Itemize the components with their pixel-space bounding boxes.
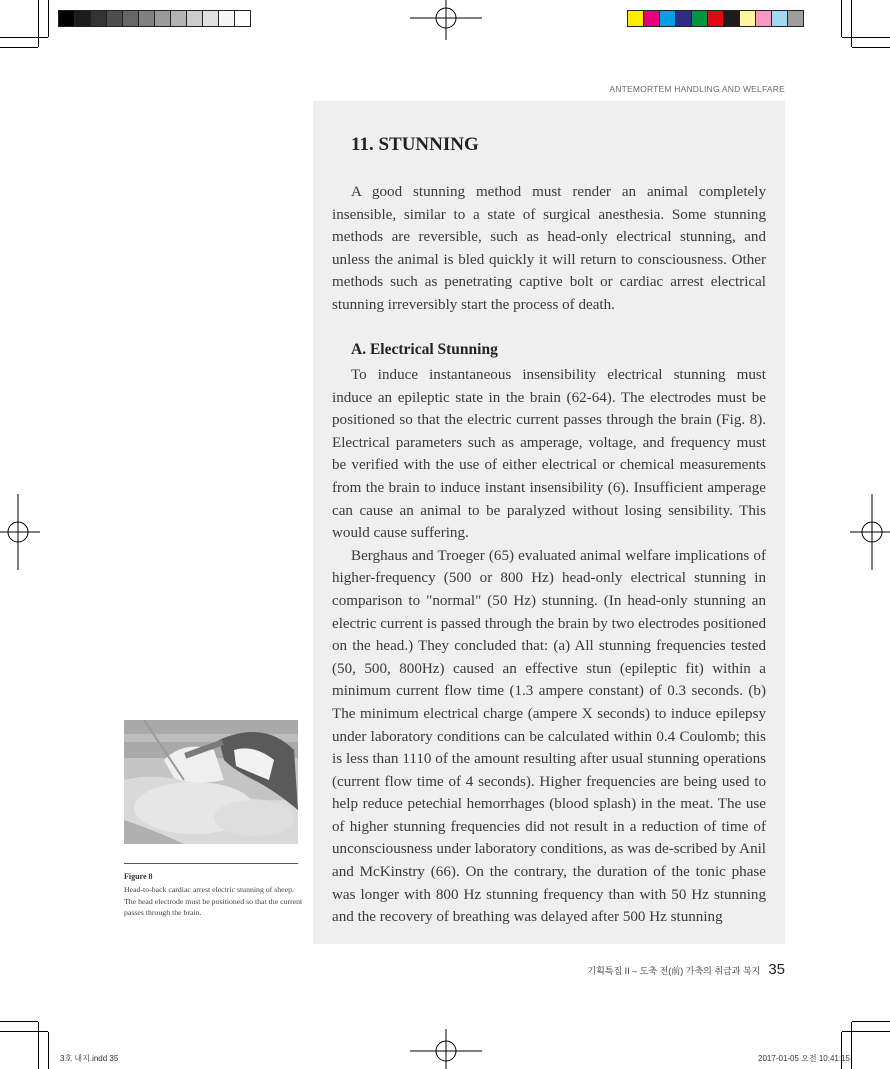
crop-mark-top-left-v: [38, 0, 39, 47]
figure-rule: [124, 863, 298, 864]
gray-swatch: [74, 10, 91, 27]
grayscale-bar: [58, 10, 250, 27]
slug-timestamp: 2017-01-05 오전 10:41:15: [758, 1054, 850, 1063]
gray-swatch: [58, 10, 75, 27]
figure-label: Figure 8: [124, 872, 153, 881]
crop-mark-top-left-h2: [0, 37, 48, 38]
crop-mark-bottom-left-v2: [48, 1032, 49, 1069]
electrical-stunning-text: [332, 364, 766, 929]
sheep-stunning-illustration: [124, 720, 298, 844]
slug-file: 3호 내지.indd 35: [60, 1054, 119, 1063]
color-swatch: [691, 10, 708, 27]
intro-text: A good stunning method must render an animal completely insensible, similar to a state of surgical anesthesia. Some stunning methods are reversible, such as head-only electrical stunning, and unless the animal is bled quickly it will return to consciousness. Other methods such as penetrating captive bolt or cardiac arrest electrical stunning irreversibly start the process of death.: [332, 184, 766, 313]
crop-mark-bottom-left-h: [0, 1021, 38, 1022]
color-swatch: [707, 10, 724, 27]
crop-mark-bottom-right-v: [851, 1022, 852, 1069]
color-swatch: [659, 10, 676, 27]
gray-swatch: [138, 10, 155, 27]
page-footer: [587, 961, 785, 978]
registration-mark-right: [850, 494, 890, 570]
color-swatch: [771, 10, 788, 27]
gray-swatch: [90, 10, 107, 27]
gray-swatch: [170, 10, 187, 27]
crop-mark-top-right-v2: [841, 0, 842, 37]
crop-mark-top-right-v: [851, 0, 852, 47]
crop-mark-top-left-h: [0, 47, 38, 48]
registration-mark-bottom: [410, 1029, 482, 1069]
intro-paragraph: [332, 181, 766, 317]
crop-mark-bottom-right-h: [852, 1021, 890, 1022]
paragraph-2: Berghaus and Troeger (65) evaluated animal welfare implications of higher-frequency (500 or 800 Hz) head-only electrical stunning in comparison to "normal" (50 Hz) stunning. (In head-only stunning an electric current is passed through the brain by two electrodes positioned on the head.) They concluded that: (a) All stunning frequencies tested (50, 500, 800Hz) caused an effective stun (epileptic fit) within a minimum current flow time (1.3 ampere constant) of 0.3 seconds. (b) The minimum electrical charge (ampere X seconds) to induce epilepsy under laboratory conditions can be calculated within 0.4 Coulomb; this is less than 1110 of the amount resulting after usual stunning operations (current flow time of 4 seconds). Higher frequencies are being used to help reduce petechial hemorrhages (blood splash) in the meat. The use of higher stunning frequencies did not result in a reduction of time of unconsciousness under laboratory conditions, as was de-scribed by Anil and McKinstry (66). On the contrary, the duration of the tonic phase was longer with 800 Hz stunning frequency than with 50 Hz stunning and the recovery of breathing was delayed after 500 Hz stunning: [332, 547, 766, 926]
crop-mark-bottom-right-h2: [842, 1031, 890, 1032]
gray-swatch: [106, 10, 123, 27]
crop-mark-top-left-v2: [48, 0, 49, 37]
gray-swatch: [186, 10, 203, 27]
color-swatch: [723, 10, 740, 27]
gray-swatch: [122, 10, 139, 27]
crop-mark-bottom-left-v: [38, 1022, 39, 1069]
color-swatch: [627, 10, 644, 27]
color-bar: [627, 10, 803, 27]
footer-text: 기획특집 II – 도축 전(前) 가축의 취급과 복지: [587, 966, 761, 976]
crop-mark-top-right-h: [852, 47, 890, 48]
crop-mark-top-right-h2: [842, 37, 890, 38]
subsection-heading: A. Electrical Stunning: [351, 341, 498, 358]
color-swatch: [643, 10, 660, 27]
crop-mark-bottom-left-h2: [0, 1031, 48, 1032]
gray-swatch: [218, 10, 235, 27]
color-swatch: [739, 10, 756, 27]
gray-swatch: [234, 10, 251, 27]
figure-photo: [124, 720, 298, 844]
paragraph-1: To induce instantaneous insensibility electrical stunning must induce an epileptic state in the brain (62-64). The electrodes must be positioned so that the electric current passes through the brain (Fig. 8). Electrical parameters such as amperage, voltage, and frequency must be verified with the use of either electrical or chemical measurements from the brain to induce instant insensibility (6). Insufficient amperage can cause an animal to be paralyzed without losing sensibility. This would cause suffering.: [332, 367, 766, 542]
color-swatch: [787, 10, 804, 27]
page-number: 35: [768, 961, 785, 978]
registration-mark-top: [410, 0, 482, 40]
gray-swatch: [202, 10, 219, 27]
section-title: 11. STUNNING: [351, 134, 479, 155]
registration-mark-left: [0, 494, 40, 570]
color-swatch: [675, 10, 692, 27]
gray-swatch: [154, 10, 171, 27]
color-swatch: [755, 10, 772, 27]
running-head: ANTEMORTEM HANDLING AND WELFARE: [609, 84, 785, 94]
figure-caption: Head-to-back cardiac arrest electric stunning of sheep. The head electrode must be positioned so that the current passes through the brain.: [124, 885, 303, 917]
